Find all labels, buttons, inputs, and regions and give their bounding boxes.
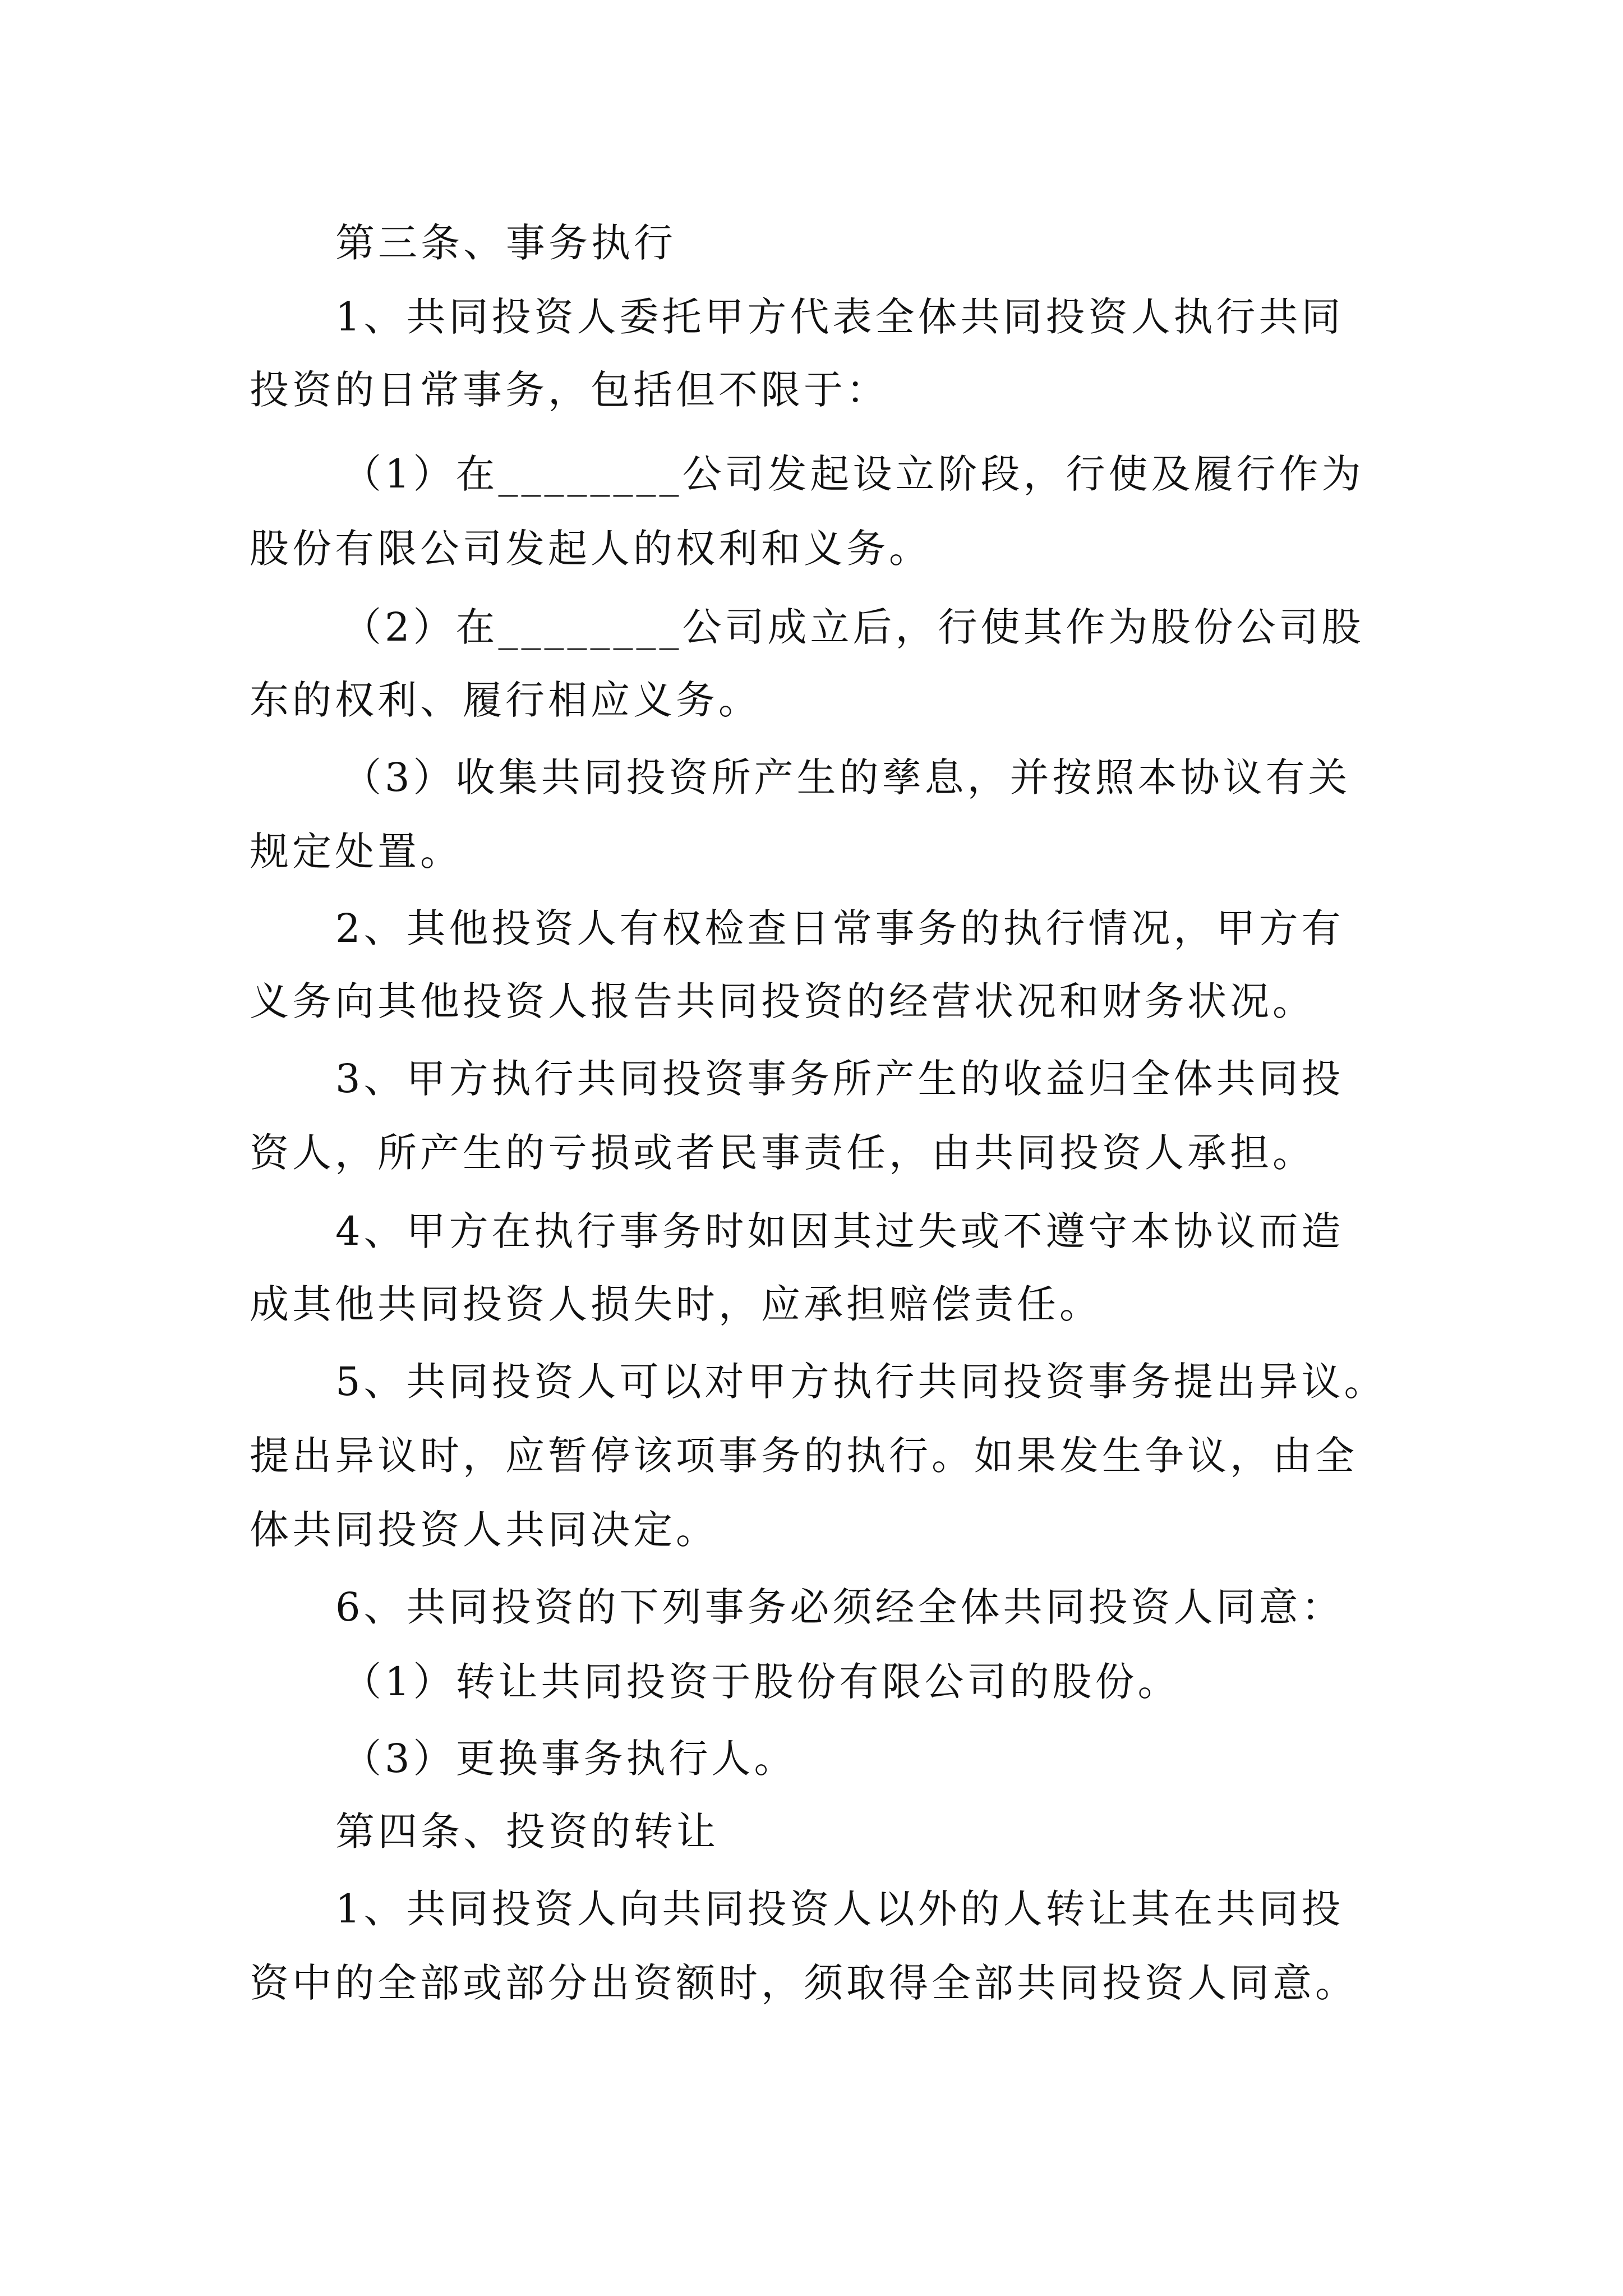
section-4-heading: 第四条、投资的转让 <box>335 1809 719 1855</box>
paragraph-line: 股份有限公司发起人的权利和义务。 <box>250 526 932 572</box>
paragraph-line: 投资的日常事务，包括但不限于： <box>250 367 889 413</box>
paragraph-line: 资人，所产生的亏损或者民事责任，由共同投资人承担。 <box>250 1130 1315 1176</box>
paragraph-line: 规定处置。 <box>250 829 463 875</box>
paragraph-line: （2）在________公司成立后，行使其作为股份公司股 <box>342 604 1364 650</box>
paragraph-line: 1、共同投资人向共同投资人以外的人转让其在共同投 <box>335 1886 1344 1932</box>
paragraph-line: 体共同投资人共同决定。 <box>250 1507 718 1553</box>
paragraph-line: 成其他共同投资人损失时，应承担赔偿责任。 <box>250 1281 1102 1327</box>
paragraph-line: 6、共同投资的下列事务必须经全体共同投资人同意： <box>335 1584 1344 1630</box>
paragraph-line: 义务向其他投资人报告共同投资的经营状况和财务状况。 <box>250 978 1315 1024</box>
paragraph-line: 4、甲方在执行事务时如因其过失或不遵守本协议而造 <box>335 1208 1344 1254</box>
paragraph-line: 2、其他投资人有权检查日常事务的执行情况，甲方有 <box>335 905 1344 951</box>
section-3-heading: 第三条、事务执行 <box>335 220 676 266</box>
paragraph-line: 资中的全部或部分出资额时，须取得全部共同投资人同意。 <box>250 1960 1358 2006</box>
paragraph-line: （1）在________公司发起设立阶段，行使及履行作为 <box>342 451 1364 497</box>
paragraph-line: 东的权利、履行相应义务。 <box>250 677 761 723</box>
paragraph-line: 3、甲方执行共同投资事务所产生的收益归全体共同投 <box>335 1056 1344 1102</box>
paragraph-line: （3）更换事务执行人。 <box>342 1736 797 1782</box>
paragraph-line: （3）收集共同投资所产生的孳息，并按照本协议有关 <box>342 754 1351 800</box>
paragraph-line: 1、共同投资人委托甲方代表全体共同投资人执行共同 <box>335 294 1344 340</box>
paragraph-line: 5、共同投资人可以对甲方执行共同投资事务提出异议。 <box>335 1359 1387 1405</box>
paragraph-line: （1）转让共同投资于股份有限公司的股份。 <box>342 1659 1181 1705</box>
paragraph-line: 提出异议时，应暂停该项事务的执行。如果发生争议，由全 <box>250 1433 1358 1479</box>
